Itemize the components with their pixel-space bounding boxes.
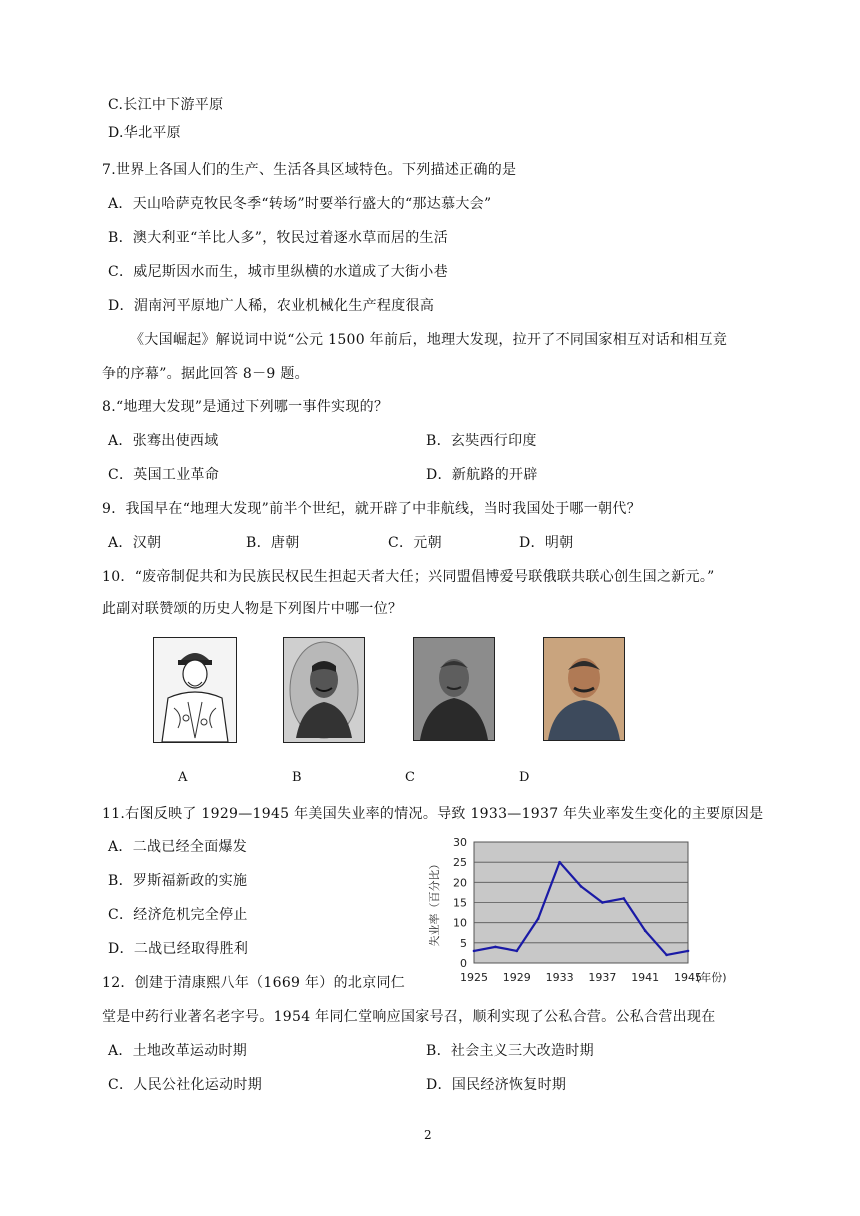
portrait-label-d: D [519,770,530,785]
q11-option-a: A．二战已经全面爆发 [108,839,248,855]
unemployment-chart [420,830,760,992]
q10-stem-line-2: 此副对联赞颂的历史人物是下列图片中哪一位？ [102,601,403,617]
portrait-c-photo [413,637,495,741]
chart-data-point [665,954,668,957]
q12-option-a: A．土地改革运动时期 [108,1043,248,1059]
q7-option-b: B．澳大利亚“羊比人多”，牧民过着逐水草而居的生活 [108,230,449,246]
q11-stem: 11.右图反映了 1929—1945 年美国失业率的情况。导致 1933—1937 年失业率发生变化的主要原因是 [102,806,764,822]
q7-stem: 7.世界上各国人们的生产、生活各具区域特色。下列描述正确的是 [102,162,517,178]
chart-y-tick-label: 30 [453,836,467,849]
chart-y-tick-label: 15 [453,896,467,910]
q7-option-c: C．威尼斯因水而生，城市里纵横的水道成了大街小巷 [108,264,448,280]
q12-option-c: C．人民公社化运动时期 [108,1077,263,1093]
portrait-b-early-photo [283,637,365,743]
portrait-a-qing-official [153,637,237,743]
chart-x-tick-label: 1929 [502,971,531,984]
chart-y-axis-label: 失业率（百分比） [428,858,441,947]
q11-option-d: D．二战已经取得胜利 [108,941,249,957]
q12-stem-line-1: 12．创建于清康熙八年（1669 年）的北京同仁 [102,975,406,991]
q9-option-c: C．元朝 [388,535,442,551]
q12-option-b: B．社会主义三大改造时期 [426,1043,594,1059]
chart-y-tick-label: 0 [460,957,467,970]
chart-data-point [580,885,583,888]
portrait-label-b: B [292,770,302,785]
passage-line-1: 《大国崛起》解说词中说“公元 1500 年前后，地理大发现，拉开了不同国家相互对话和相互竞 [130,332,728,348]
q9-option-a: A．汉朝 [108,535,162,551]
chart-y-tick-label: 5 [460,936,467,950]
chart-data-point [601,901,604,904]
chart-x-tick-label: 1941 [631,971,660,984]
q9-option-d: D．明朝 [519,535,574,551]
chart-data-point [516,950,519,953]
q6-option-d: D.华北平原 [108,125,181,141]
chart-x-tick-label: 1933 [545,971,574,984]
q11-option-b: B．罗斯福新政的实施 [108,873,248,889]
chart-data-point [644,929,647,932]
chart-data-point [537,917,540,920]
q8-option-c: C．英国工业革命 [108,467,220,483]
q7-option-a: A．天山哈萨克牧民冬季“转场”时要举行盛大的“那达慕大会” [108,196,492,212]
portrait-label-a: A [178,770,188,785]
chart-data-point [623,897,626,900]
chart-x-tick-label: 1945 [674,971,702,984]
q7-option-d: D．湄南河平原地广人稀，农业机械化生产程度很高 [108,298,435,314]
passage-line-2: 争的序幕”。据此回答 8－9 题。 [102,366,309,382]
q6-option-c: C.长江中下游平原 [108,97,224,113]
q8-stem: 8.“地理大发现”是通过下列哪一事件实现的？ [102,399,389,415]
q8-option-d: D．新航路的开辟 [426,467,538,483]
chart-x-tick-label: 1925 [460,971,488,984]
chart-data-point [558,861,561,864]
chart-y-tick-label: 25 [453,856,467,870]
portrait-d-color-photo [543,637,625,741]
q8-option-b: B．玄奘西行印度 [426,433,537,449]
q12-stem-line-2: 堂是中药行业著名老字号。1954 年同仁堂响应国家号召，顺利实现了公私合营。公私合营出现在 [102,1009,716,1025]
page-number: 2 [424,1128,432,1142]
chart-x-axis-label: (年份) [696,971,727,984]
q8-option-a: A．张骞出使西域 [108,433,219,449]
q9-stem: 9．我国早在“地理大发现”前半个世纪，就开辟了中非航线，当时我国处于哪一朝代？ [102,501,641,517]
portrait-label-c: C [405,770,415,785]
q9-option-b: B．唐朝 [246,535,300,551]
chart-x-tick-label: 1937 [588,971,617,984]
chart-y-tick-label: 10 [453,916,467,930]
chart-y-tick-label: 20 [453,876,467,890]
chart-data-point [473,950,476,953]
q11-option-c: C．经济危机完全停止 [108,907,248,923]
chart-data-point [494,946,497,949]
q10-stem-line-1: 10．“废帝制促共和为民族民权民生担起天者大任；兴同盟倡博爱号联俄联共联心创生国之新元。” [102,569,715,585]
chart-data-point [687,950,690,953]
q12-option-d: D．国民经济恢复时期 [426,1077,567,1093]
